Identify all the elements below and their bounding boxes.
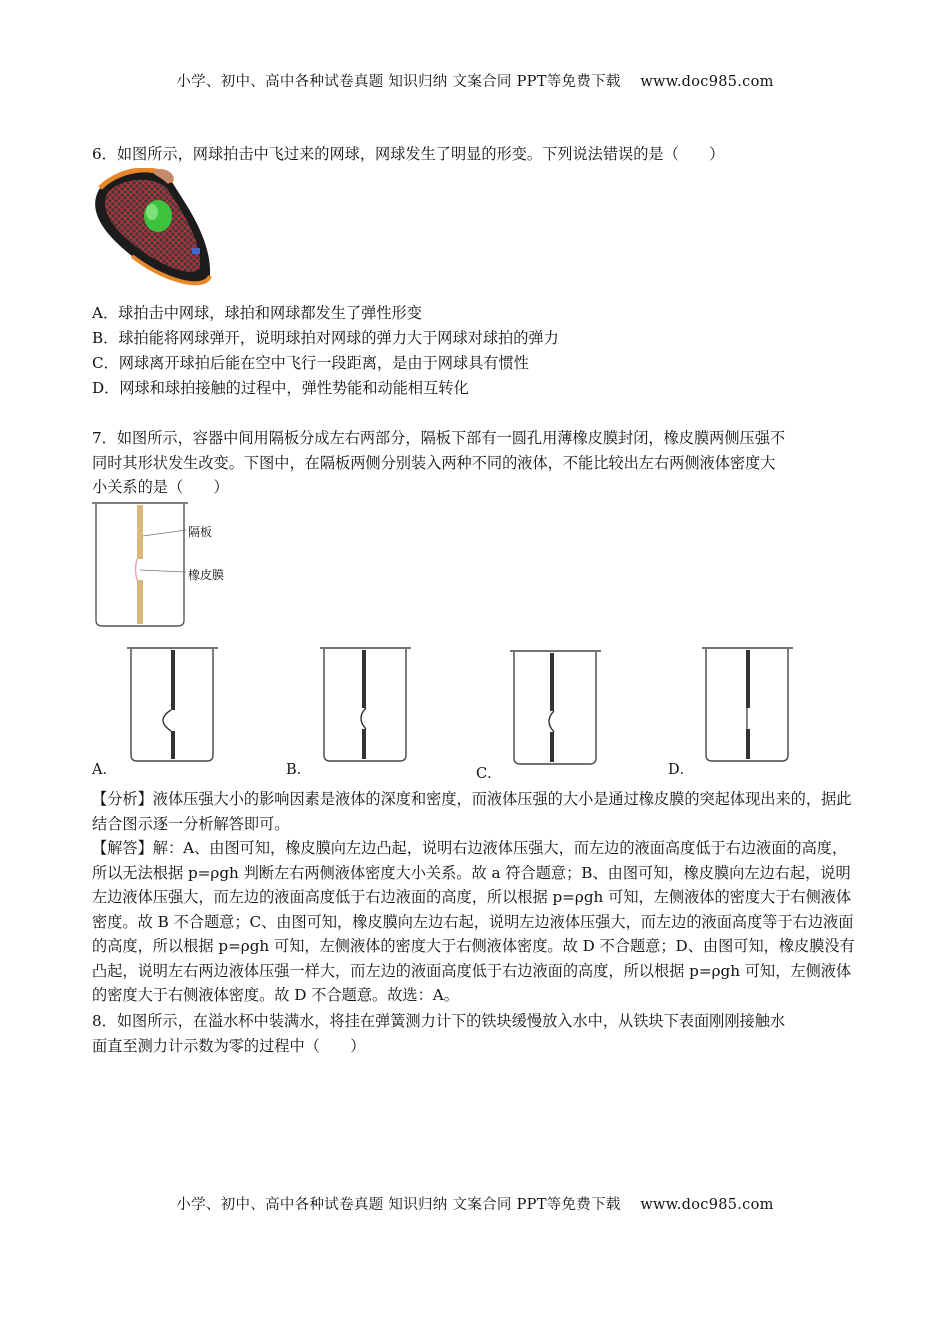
question-7-stem-line-2: 同时其形状发生改变。下图中，在隔板两侧分别装入两种不同的液体，不能比较出左右两侧液体密度大	[92, 454, 776, 472]
option-b-label: B．	[286, 762, 312, 778]
question-6-stem: 6．如图所示，网球拍击中飞过来的网球，网球发生了明显的形变。下列说法错误的是（ ）	[92, 145, 725, 163]
option-c-container	[508, 648, 603, 766]
option-d-label: D．	[668, 762, 695, 778]
tennis-racket-image	[92, 168, 217, 290]
question-7-stem-line-3: 小关系的是（ ）	[92, 478, 229, 496]
q6-option-b: B．球拍能将网球弹开，说明球拍对网球的弹力大于网球对球拍的弹力	[92, 329, 559, 347]
question-8-stem-line-2: 面直至测力计示数为零的过程中（ ）	[92, 1037, 366, 1055]
page-header: 小学、初中、高中各种试卷真题 知识归纳 文案合同 PPT等免费下载 www.doc985.com	[176, 74, 774, 90]
membrane-label: 橡皮膜	[188, 568, 225, 582]
answer-tag: 【解答】	[92, 839, 153, 857]
option-a-container	[125, 645, 220, 763]
question-8-stem-line-1: 8．如图所示，在溢水杯中装满水，将挂在弹簧测力计下的铁块缓慢放入水中，从铁块下表面刚刚接触水	[92, 1012, 786, 1030]
page-footer: 小学、初中、高中各种试卷真题 知识归纳 文案合同 PPT等免费下载 www.doc985.com	[176, 1197, 774, 1213]
q6-option-d: D．网球和球拍接触的过程中，弹性势能和动能相互转化	[92, 379, 469, 397]
option-b-container	[318, 645, 413, 763]
question-7-stem-line-1: 7．如图所示，容器中间用隔板分成左右两部分，隔板下部有一圆孔用薄橡皮膜封闭，橡皮膜两侧压强不	[92, 429, 786, 447]
q6-option-c: C．网球离开球拍后能在空中飞行一段距离，是由于网球具有惯性	[92, 354, 529, 372]
option-d-container	[700, 645, 795, 763]
answer-text: 解：A、由图可知，橡皮膜向左边凸起，说明右边液体压强大，而左边的液面高度低于右边液面的高度，所以无法根据 p=ρgh 判断左右两侧液体密度大小关系。故 a 符合题意；B、由图可知，橡皮膜向左边右起，说明左边液体压强大，而左边的液面高度低于右边液面的高度，所以根据 p=ρgh 可知，左侧液体的密度大于右侧液体密度。故 B 不合题意；C、由图可知，橡皮膜向左边右起，说明左边液体压强大，而左边的液面高度等于右边液面的高度，所以根据 p=ρgh 可知，左侧液体的密度大于右侧液体密度。故 D 不合题意；D、由图可知，橡皮膜没有凸起，说明左右两边液体压强一样大，而左边的液面高度低于右边液面的高度，所以根据 p=ρgh 可知，左侧液体的密度大于右侧液体密度。故 D 不合题意。故选：A。	[92, 839, 855, 1004]
container-diagram	[90, 500, 260, 630]
analysis-block	[92, 787, 862, 836]
analysis-tag: 【分析】	[92, 790, 153, 808]
partition-label: 隔板	[188, 525, 213, 539]
analysis-text: 液体压强大小的影响因素是液体的深度和密度，而液体压强的大小是通过橡皮膜的突起体现出来的，据此结合图示逐一分析解答即可。	[92, 790, 852, 833]
option-c-label: C．	[476, 766, 502, 782]
answer-block	[92, 836, 862, 1008]
q6-option-a: A．球拍击中网球，球拍和网球都发生了弹性形变	[92, 304, 422, 322]
option-a-label: A．	[92, 762, 117, 778]
